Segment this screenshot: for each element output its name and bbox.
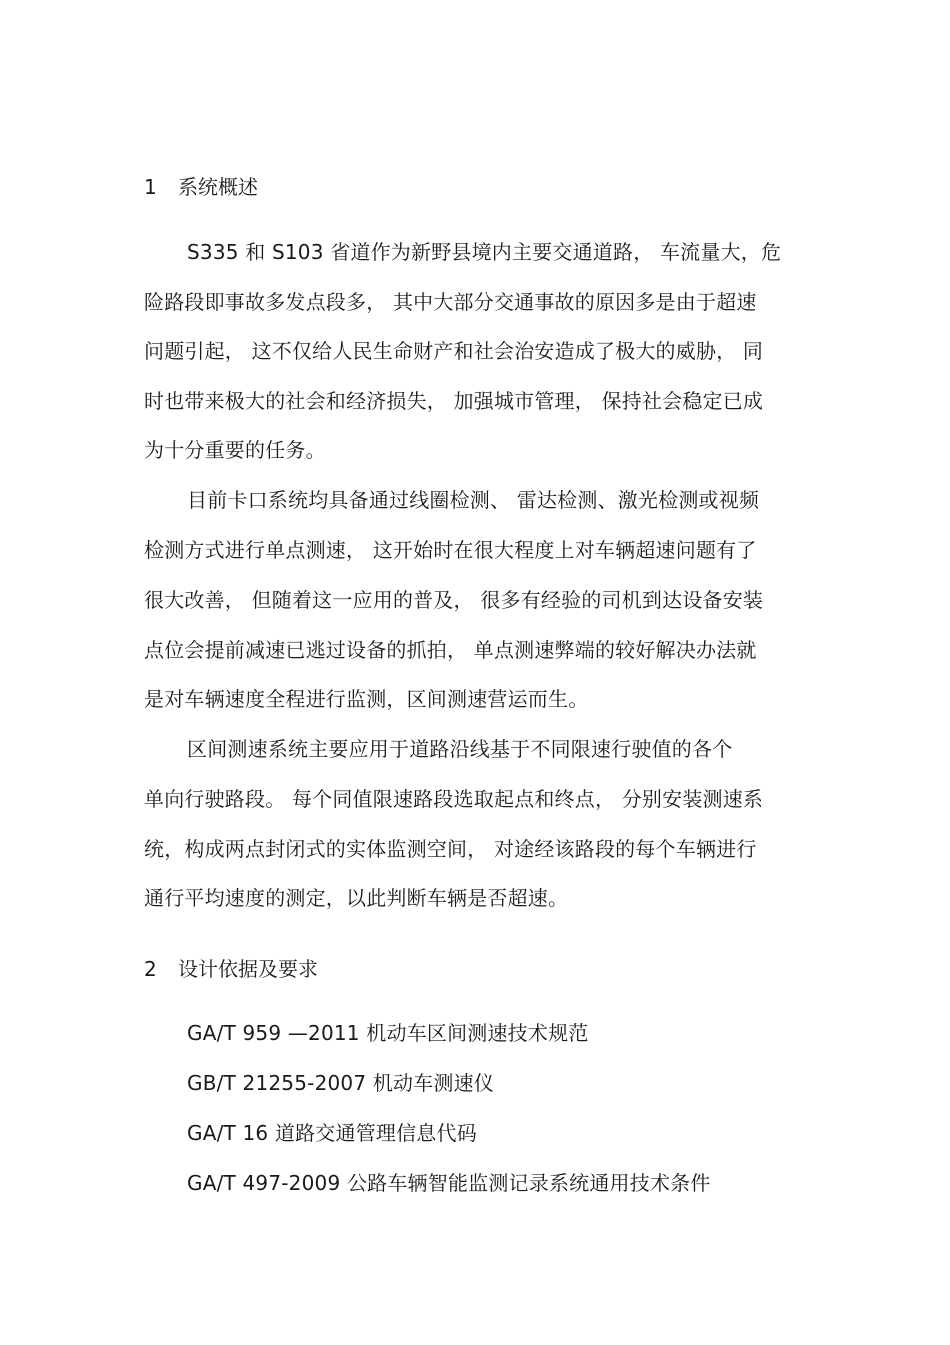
section-title: 系统概述 [178, 175, 258, 199]
text-line: S335 和 S103 省道作为新野县境内主要交通道路， 车流量大，危 [187, 240, 782, 264]
reference-item: GA/T 16 道路交通管理信息代码 [187, 1121, 477, 1145]
text-line: 险路段即事故多发点段多， 其中大部分交通事故的原因多是由于超速 [144, 290, 757, 314]
section-number: 2 [144, 957, 157, 981]
reference-item: GB/T 21255-2007 机动车测速仪 [187, 1071, 495, 1095]
text-line: 时也带来极大的社会和经济损失， 加强城市管理， 保持社会稳定已成 [144, 389, 764, 413]
text-line: 区间测速系统主要应用于道路沿线基于不同限速行驶值的各个 [187, 737, 733, 761]
section-number: 1 [144, 175, 157, 199]
reference-item: GA/T 959 —2011 机动车区间测速技术规范 [187, 1021, 589, 1045]
section-1-heading [144, 174, 258, 200]
text-line: 单向行驶路段。 每个同值限速路段选取起点和终点， 分别安装测速系 [144, 787, 764, 811]
text-line: 很大改善， 但随着这一应用的普及， 很多有经验的司机到达设备安装 [144, 588, 764, 612]
text-line: 是对车辆速度全程进行监测，区间测速营运而生。 [144, 687, 589, 711]
text-line: 问题引起， 这不仅给人民生命财产和社会治安造成了极大的威胁， 同 [144, 339, 764, 363]
text-line: 目前卡口系统均具备通过线圈检测、 雷达检测、激光检测或视频 [187, 488, 760, 512]
text-line: 通行平均速度的测定，以此判断车辆是否超速。 [144, 886, 569, 910]
text-line: 为十分重要的任务。 [144, 438, 326, 462]
reference-item: GA/T 497-2009 公路车辆智能监测记录系统通用技术条件 [187, 1171, 711, 1195]
text-line: 检测方式进行单点测速， 这开始时在很大程度上对车辆超速问题有了 [144, 538, 757, 562]
section-title: 设计依据及要求 [178, 957, 318, 981]
text-line: 点位会提前减速已逃过设备的抓拍， 单点测速弊端的较好解决办法就 [144, 638, 757, 662]
section-2-heading [144, 956, 318, 982]
text-line: 统，构成两点封闭式的实体监测空间， 对途经该路段的每个车辆进行 [144, 837, 757, 861]
